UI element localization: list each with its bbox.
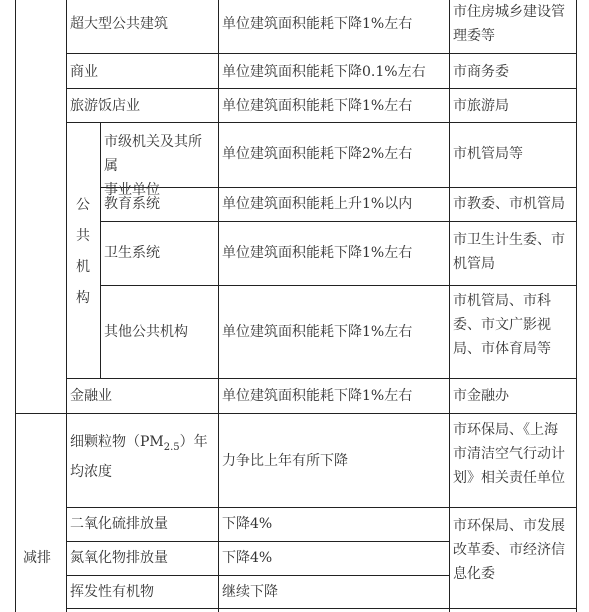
row-divider — [66, 608, 576, 609]
row-divider — [100, 221, 576, 222]
category-cell-pm25 — [67, 430, 217, 484]
category-cell: 商业 — [70, 64, 98, 80]
group-label-public-institutions: 公 共 机 构 — [76, 197, 90, 306]
pm25-subscript: 2.5 — [163, 442, 180, 453]
row-divider — [66, 507, 576, 508]
category-cell: 超大型公共建筑 — [70, 16, 168, 32]
group-label-emission-reduction: 减排 — [23, 550, 51, 566]
row-divider — [66, 575, 449, 576]
pm25-label-prefix: 细颗粒物（PM — [70, 434, 164, 450]
category-cell: 其他公共机构 — [104, 324, 188, 340]
department-cell: 市金融办 — [453, 388, 509, 404]
target-cell: 单位建筑面积能耗下降1%左右 — [222, 324, 413, 340]
category-cell: 二氧化硫排放量 — [70, 516, 168, 532]
column-divider — [576, 0, 577, 612]
department-cell: 市旅游局 — [453, 98, 509, 114]
category-cell: 卫生系统 — [104, 245, 160, 261]
pm25-label-line2: 均浓度 — [70, 464, 112, 480]
department-cell: 市卫生计生委、市 机管局 — [453, 232, 565, 272]
category-cell: 氮氧化物排放量 — [70, 550, 168, 566]
target-cell: 下降4% — [222, 550, 273, 566]
pm25-label-suffix: ）年 — [179, 434, 208, 450]
row-divider — [15, 413, 576, 414]
row-divider — [66, 122, 576, 123]
target-cell: 力争比上年有所下降 — [222, 453, 348, 469]
category-cell: 金融业 — [70, 388, 112, 404]
category-cell: 旅游饭店业 — [70, 98, 140, 114]
column-divider — [15, 0, 16, 612]
department-cell: 市机管局等 — [453, 146, 523, 162]
category-cell: 教育系统 — [104, 196, 160, 212]
department-cell: 市教委、市机管局 — [453, 196, 565, 212]
target-cell: 单位建筑面积能耗下降1%左右 — [222, 245, 413, 261]
category-cell: 挥发性有机物 — [70, 584, 154, 600]
row-divider — [66, 88, 576, 89]
target-cell: 单位建筑面积能耗下降1%左右 — [222, 98, 413, 114]
row-divider — [66, 378, 576, 379]
target-cell: 单位建筑面积能耗下降2%左右 — [222, 146, 413, 162]
target-cell: 下降4% — [222, 516, 273, 532]
category-cell: 市级机关及其所属 事业单位 — [104, 134, 202, 198]
target-cell: 继续下降 — [222, 584, 278, 600]
department-cell: 市住房城乡建设管 理委等 — [453, 4, 565, 44]
department-cell: 市机管局、市科 委、市文广影视 局、市体育局等 — [453, 293, 551, 357]
target-cell: 单位建筑面积能耗下降0.1%左右 — [222, 64, 426, 80]
department-cell-shared: 市环保局、市发展 改革委、市经济信 息化委 — [453, 518, 565, 582]
target-cell: 单位建筑面积能耗下降1%左右 — [222, 16, 413, 32]
row-divider — [66, 53, 576, 54]
department-cell: 市商务委 — [453, 64, 509, 80]
department-cell: 市环保局、《上海 市清洁空气行动计 划》相关责任单位 — [453, 422, 565, 486]
target-cell: 单位建筑面积能耗下降1%左右 — [222, 388, 413, 404]
row-divider — [66, 541, 449, 542]
target-cell: 单位建筑面积能耗上升1%以内 — [222, 196, 413, 212]
row-divider — [100, 285, 576, 286]
